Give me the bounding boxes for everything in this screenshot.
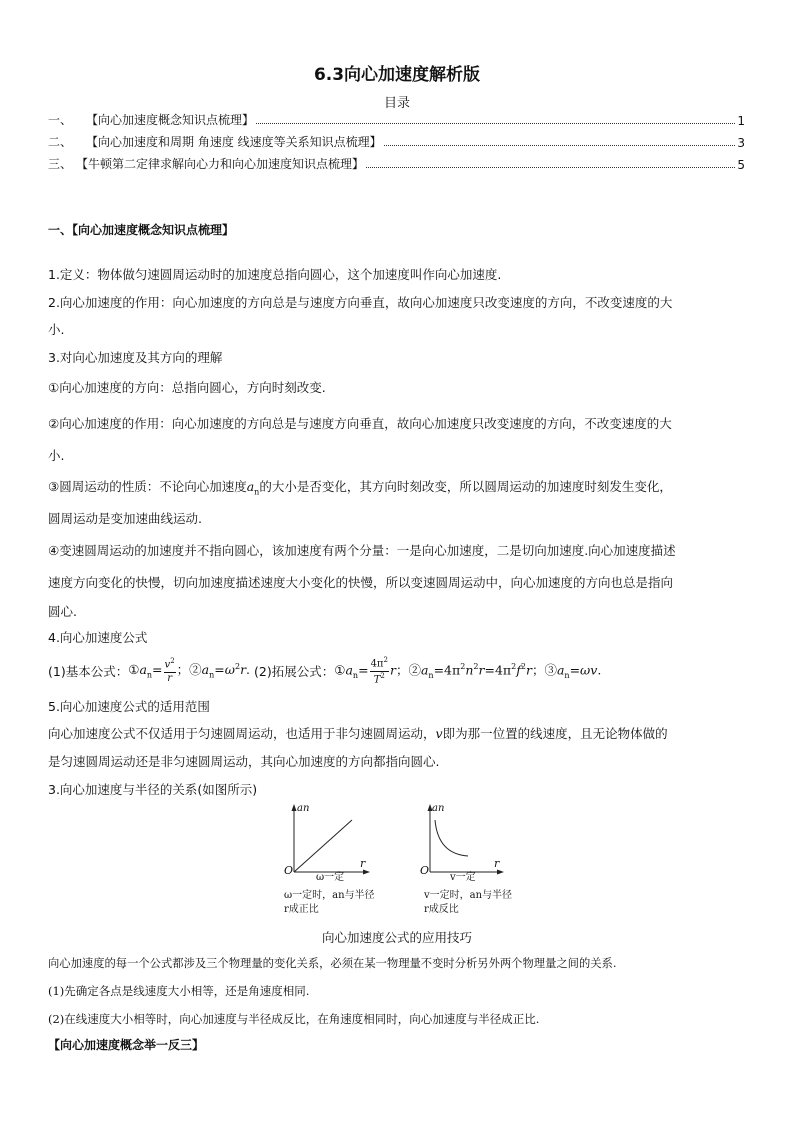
toc-leader [366, 167, 735, 168]
scope-line1: 向心加速度公式不仅适用于匀速圆周运动，也适用于非匀速圆周运动，v即为那一位置的线速度，且无论物体做的 [48, 726, 668, 741]
tips-line2: (1)先确定各点是线速度大小相等，还是角速度相同. [48, 984, 310, 998]
tips-title: 向心加速度公式的应用技巧 [321, 930, 472, 945]
toc-item-2[interactable] [48, 132, 745, 150]
toc-label: 【牛顿第二定律求解向心力和向心加速度知识点梳理】 [76, 157, 365, 171]
section-heading: 一、【向心加速度概念知识点梳理】 [48, 223, 235, 237]
definition-text: 1.定义：物体做匀速圆周运动时的加速度总指向圆心，这个加速度叫作向心加速度. [48, 267, 502, 282]
toc-num: 一、 [48, 113, 73, 127]
graph2-origin: O [420, 864, 430, 877]
toc-item-3[interactable] [48, 154, 745, 172]
toc-leader [384, 145, 736, 146]
graph2-x-label: r [494, 857, 500, 870]
page-title: 6.3向心加速度解析版 [313, 65, 481, 85]
graph1-caption-2: r成正比 [284, 904, 319, 915]
inverse-curve [435, 820, 468, 856]
formula-basic: $①a_n=$ $\frac{v^2}{r}$ ；$②a_n=\omega^2r$. [128, 657, 251, 684]
formula-title: 4.向心加速度公式 [48, 630, 148, 645]
graph1-under: ω一定 [316, 872, 345, 883]
role-text-line1: 2.向心加速度的作用：向心加速度的方向总是与速度方向垂直，故向心加速度只改变速度的方向，不改变速度的大 [48, 295, 673, 310]
scope-title: 5.向心加速度公式的适用范围 [48, 699, 210, 714]
formula-ext-label: (2)拓展公式： [254, 664, 335, 679]
point-4-line3: 圆心. [48, 604, 77, 619]
toc-leader [256, 123, 735, 124]
formula-basic-label: (1)基本公式： [48, 664, 129, 679]
radius-title: 3.向心加速度与半径的关系(如图所示) [48, 782, 258, 797]
point-3-text-a: ③圆周运动的性质：不论向心加速度 [48, 479, 247, 494]
graph2-caption-2: r成反比 [424, 904, 459, 915]
practice-title: 【向心加速度概念举一反三】 [48, 1038, 205, 1052]
formula-line [48, 654, 601, 688]
graph2-y-label: an [432, 803, 445, 814]
toc-label: 【向心加速度概念知识点梳理】 [86, 113, 255, 127]
tips-line1: 向心加速度的每一个公式都涉及三个物理量的变化关系，必须在某一物理量不变时分析另外两个物理量之间的关系. [48, 957, 617, 970]
an-symbol: $a_n$ [246, 479, 260, 497]
graph2-under: v一定 [450, 872, 476, 883]
tips-line3: (2)在线速度大小相等时，向心加速度与半径成反比，在角速度相同时，向心加速度与半径成正比. [48, 1012, 540, 1026]
understanding-title: 3.对向心加速度及其方向的理解 [48, 350, 223, 365]
x-axis-arrow [497, 870, 504, 875]
point-3-text-b: 的大小是否变化，其方向时刻改变，所以圆周运动的加速度时刻发生变化， [259, 479, 672, 494]
toc-page: 3 [737, 136, 745, 150]
toc-heading: 目录 [383, 96, 410, 111]
point-1: ①向心加速度的方向：总指向圆心，方向时刻改变. [48, 380, 326, 395]
v-symbol: v [435, 726, 443, 741]
point-3-line1 [48, 477, 672, 497]
toc-num: 三、 [48, 157, 73, 171]
toc-num: 二、 [48, 135, 73, 149]
graph1-origin: O [284, 864, 294, 877]
point-3-line2: 圆周运动是变加速曲线运动. [48, 511, 202, 526]
toc-label: 【向心加速度和周期 角速度 线速度等关系知识点梳理】 [86, 135, 382, 149]
toc-page: 5 [737, 158, 745, 172]
x-axis-arrow [363, 870, 370, 875]
proportional-line [294, 820, 352, 872]
toc-item-1[interactable] [48, 110, 745, 128]
graph1-y-label: an [297, 803, 310, 814]
role-text-line2: 小. [48, 322, 65, 337]
point-4-line1: ④变速圆周运动的加速度并不指向圆心，该加速度有两个分量：一是向心加速度，二是切向加速度.向心加速度描述 [48, 543, 676, 558]
graph1-x-label: r [360, 857, 366, 870]
point-2-line1: ②向心加速度的作用：向心加速度的方向总是与速度方向垂直，故向心加速度只改变速度的方向，不改变速度的大 [48, 416, 672, 431]
graph1-caption-1: ω一定时，an与半径 [284, 890, 375, 901]
point-4-line2: 速度方向变化的快慢，切向加速度描述速度大小变化的快慢，所以变速圆周运动中，向心加速度的方向也总是指向 [48, 575, 674, 590]
toc-page: 1 [737, 114, 745, 128]
point-2-line2: 小. [48, 448, 65, 463]
scope-line2: 是匀速圆周运动还是非匀速圆周运动，其向心加速度的方向都指向圆心. [48, 754, 440, 769]
formula-extended: $①a_n=$ $\frac{4\pi^2}{T^2}$ r；$②a_n=4\pi^2n^2r=4\pi^2f^2r$；$③a_n=\omega v$. [334, 656, 602, 685]
y-axis-arrow [292, 804, 297, 811]
graph2-caption-1: v一定时，an与半径 [424, 890, 513, 901]
